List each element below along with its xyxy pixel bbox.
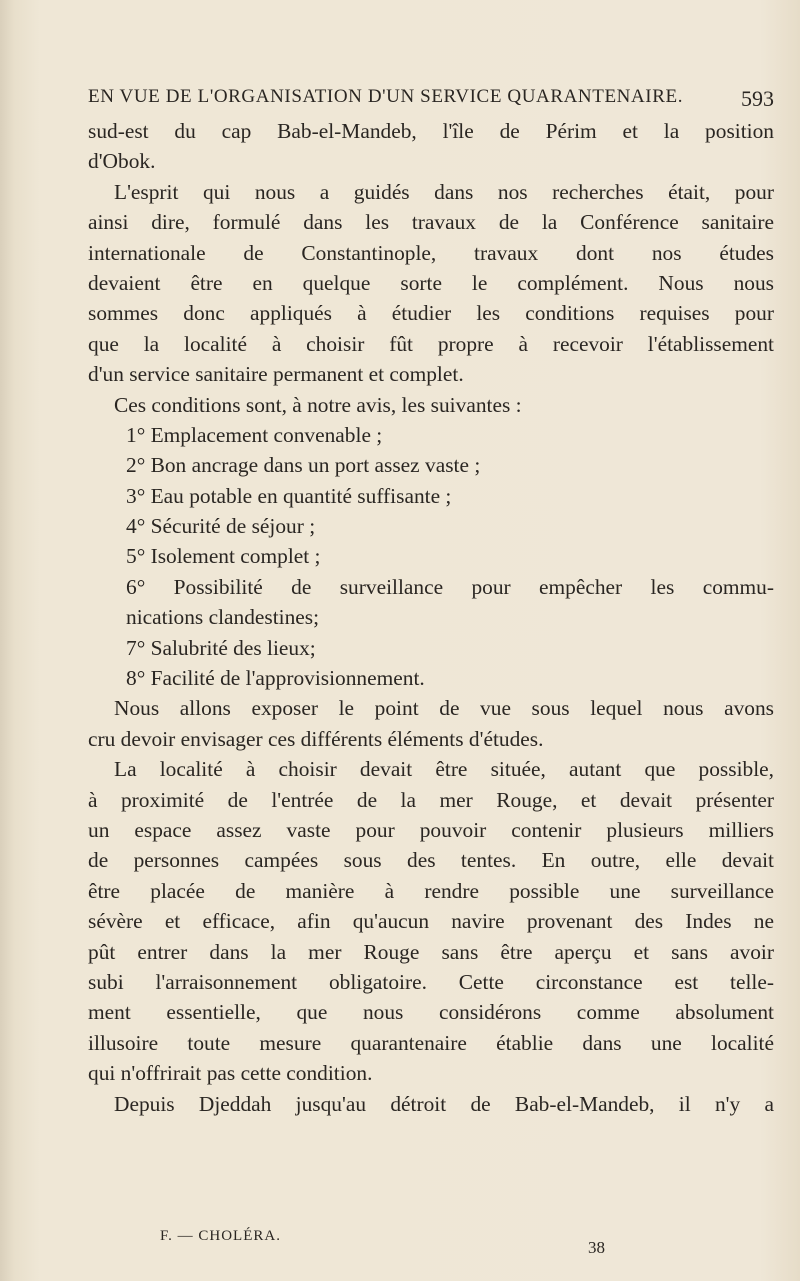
text-line: à proximité de l'entrée de la mer Rouge, et devait présenter	[88, 787, 774, 812]
text-line: nications clandestines;	[126, 605, 320, 630]
text-line: 6° Possibilité de surveillance pour empêcher les commu-	[126, 574, 774, 599]
text-line: d'un service sanitaire permanent et complet.	[88, 362, 464, 387]
text-line: d'Obok.	[88, 149, 156, 174]
text-line: un espace assez vaste pour pouvoir contenir plusieurs milliers	[88, 817, 774, 842]
text-line: 5° Isolement complet ;	[126, 544, 321, 569]
text-line: Ces conditions sont, à notre avis, les suivantes :	[114, 392, 522, 417]
text-line: internationale de Constantinople, travaux dont nos études	[88, 240, 774, 265]
text-line: 3° Eau potable en quantité suffisante ;	[126, 483, 452, 508]
body-text	[88, 116, 774, 1119]
running-head	[88, 86, 774, 112]
text-line: ainsi dire, formulé dans les travaux de la Conférence sanitaire	[88, 210, 774, 235]
text-line: 7° Salubrité des lieux;	[126, 635, 316, 660]
text-line: être placée de manière à rendre possible une surveillance	[88, 878, 774, 903]
text-line: subi l'arraisonnement obligatoire. Cette circonstance est telle-	[88, 969, 774, 994]
text-line: 4° Sécurité de séjour ;	[126, 514, 316, 539]
text-line: sévère et efficace, afin qu'aucun navire provenant des Indes ne	[88, 909, 774, 934]
text-line: sommes donc appliqués à étudier les conditions requises pour	[88, 301, 774, 326]
text-line: cru devoir envisager ces différents éléments d'études.	[88, 726, 544, 751]
text-line: Nous allons exposer le point de vue sous lequel nous avons	[114, 696, 774, 721]
text-line: Depuis Djeddah jusqu'au détroit de Bab-el-Mandeb, il n'y a	[114, 1091, 774, 1116]
text-line: 1° Emplacement convenable ;	[126, 422, 383, 447]
text-line: 2° Bon ancrage dans un port assez vaste ;	[126, 453, 481, 478]
text-line: devaient être en quelque sorte le complément. Nous nous	[88, 270, 774, 295]
text-line: ment essentielle, que nous considérons comme absolument	[88, 1000, 774, 1025]
page-number: 593	[741, 86, 774, 111]
text-line: pût entrer dans la mer Rouge sans être aperçu et sans avoir	[88, 939, 774, 964]
sheet-number: 38	[588, 1238, 605, 1257]
signature-mark: F. — CHOLÉRA.	[160, 1228, 281, 1244]
running-title: EN VUE DE L'ORGANISATION D'UN SERVICE QUARANTENAIRE.	[88, 86, 684, 107]
text-line: illusoire toute mesure quarantenaire établie dans une localité	[88, 1030, 774, 1055]
text-line: 8° Facilité de l'approvisionnement.	[126, 666, 425, 691]
text-line: que la localité à choisir fût propre à recevoir l'établissement	[88, 331, 774, 356]
text-line: qui n'offrirait pas cette condition.	[88, 1061, 373, 1086]
text-line: L'esprit qui nous a guidés dans nos recherches était, pour	[114, 179, 774, 204]
text-line: sud-est du cap Bab-el-Mandeb, l'île de Périm et la position	[88, 119, 774, 143]
text-line: La localité à choisir devait être située, autant que possible,	[114, 757, 774, 782]
text-line: de personnes campées sous des tentes. En outre, elle devait	[88, 848, 774, 873]
